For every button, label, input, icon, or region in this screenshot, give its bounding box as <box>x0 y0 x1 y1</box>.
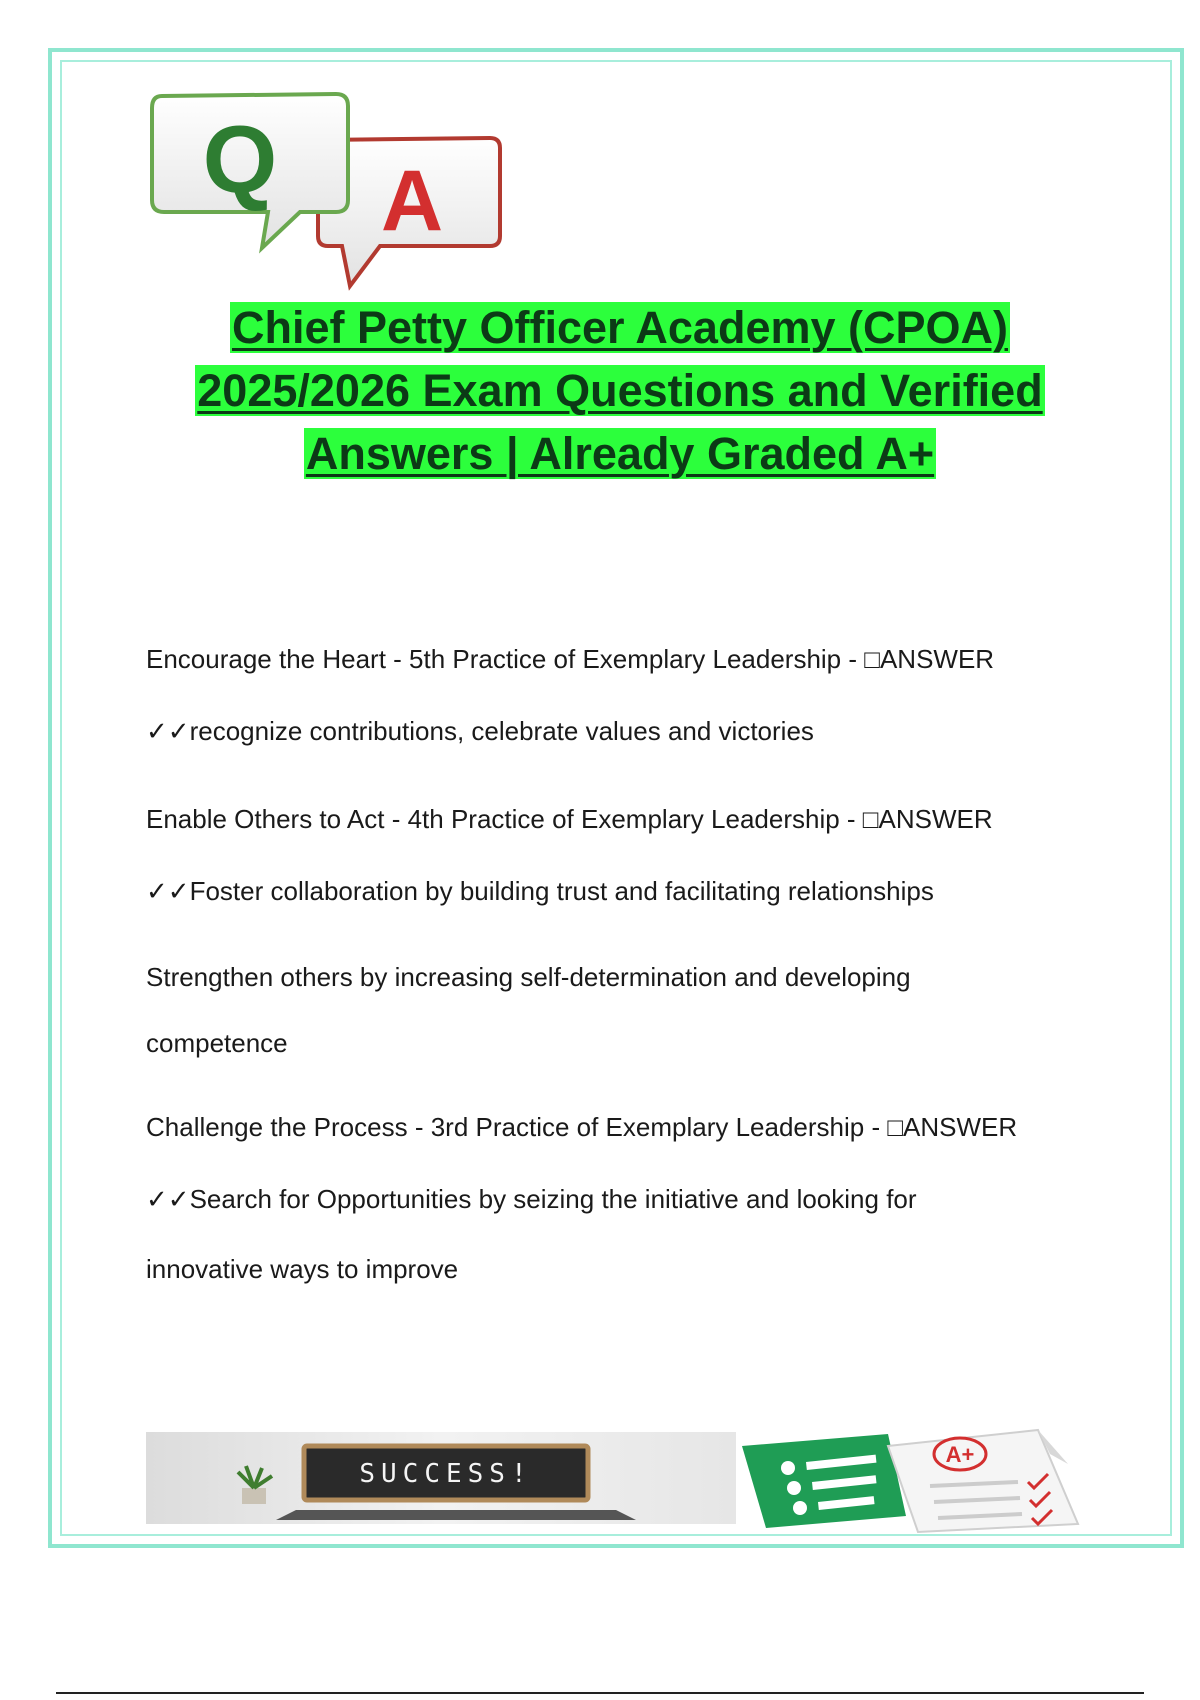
question-line: Encourage the Heart - 5th Practice of Exemplary Leadership - □ANSWER <box>146 644 995 674</box>
footer-divider <box>56 1692 1144 1694</box>
title-line-2: 2025/2026 Exam Questions and Verified <box>197 365 1043 416</box>
document-title <box>120 296 1120 485</box>
question-line: Enable Others to Act - 4th Practice of Exemplary Leadership - □ANSWER <box>146 804 993 834</box>
answer-continuation-line: competence <box>146 1028 288 1058</box>
chalkboard-text: SUCCESS! <box>359 1459 533 1489</box>
a-letter: A <box>380 153 444 249</box>
success-banner-image <box>146 1432 736 1524</box>
title-line-3: Answers | Already Graded A+ <box>305 428 935 479</box>
graded-document-icon <box>738 1424 1088 1534</box>
question-line: Challenge the Process - 3rd Practice of Exemplary Leadership - □ANSWER <box>146 1112 1018 1142</box>
answer-line: ✓✓recognize contributions, celebrate values and victories <box>146 716 814 746</box>
answer-line: ✓✓Search for Opportunities by seizing the initiative and looking for <box>146 1184 917 1214</box>
answer-continuation-line: innovative ways to improve <box>146 1254 459 1284</box>
q-letter: Q <box>202 106 278 213</box>
title-line-1: Chief Petty Officer Academy (CPOA) <box>231 302 1008 353</box>
answer-line: ✓✓Foster collaboration by building trust and facilitating relationships <box>146 876 934 906</box>
laptop-icon <box>276 1510 636 1520</box>
grade-text: A+ <box>945 1442 975 1467</box>
qa-logo-icon <box>150 88 510 298</box>
answer-continuation-line: Strengthen others by increasing self-determination and developing <box>146 962 911 992</box>
